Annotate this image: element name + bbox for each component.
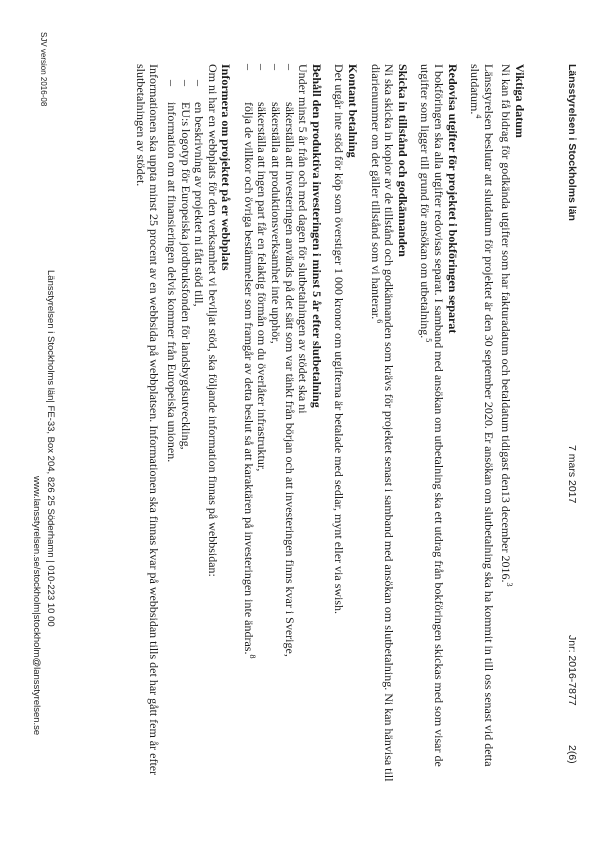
- paragraph-text: Informationen ska uppta minst 25 procent av en webbsida på webbplatsen. Informationen ska finnas kvar på webbsidan tills det har gått fem år efter slutbetalningen av stödet.: [133, 64, 162, 776]
- footnote-ref: 3: [505, 582, 515, 587]
- section-heading: Skicka in tillstånd och godkännanden: [395, 64, 410, 257]
- list-item: [241, 64, 255, 782]
- footnote-ref: 6: [374, 319, 384, 324]
- section-skicka: [368, 64, 409, 782]
- list-item: – en beskrivning av projektet ni fått stöd till,: [192, 80, 206, 782]
- list-item: – information om att finansieringen delvis kommer från Europeiska unionen.: [164, 80, 178, 782]
- section-kontant: [332, 64, 359, 782]
- paragraph: [418, 64, 445, 782]
- list-item-text: följa de villkor och övriga bestämmelser som framgår av detta beslut så att karaktären på investeringen inte ändras.: [241, 102, 256, 655]
- section-heading: Behåll den produktiva investeringen i minst 5 år efter slutbetalning: [309, 64, 324, 408]
- header-date: 7 mars 2017: [566, 445, 578, 504]
- header-reference: Jnr: 2016-7877: [566, 635, 578, 706]
- section-behall: [241, 64, 323, 782]
- paragraph: [368, 64, 395, 782]
- paragraph-text: Under minst 5 år från och med dagen för slutbetalningen av stödet ska ni: [296, 64, 311, 414]
- list-item: – säkerställa att investeringen används på det sätt som var tänkt från början och att investeringen finns kvar i Sverige,: [282, 64, 296, 782]
- footer-web-email: www.lansstyrelsen.se/stockholm|stockholm@lansstyrelsen.se: [31, 476, 42, 736]
- header-page-number: 2(6): [566, 745, 578, 764]
- list-item: – EU:s logotyp för Europeiska jordbruksfonden för landsbygdsutveckling,: [178, 80, 192, 782]
- section-redovisa: [418, 64, 459, 782]
- document-body: [124, 64, 526, 782]
- website-info-list: [164, 80, 205, 782]
- section-heading: Redovisa utgifter för projektet i bokföringen separat: [445, 64, 460, 334]
- paragraph-text: I bokföringen ska alla utgifter redovisas separat. I samband med ansökan om utbetalning ska ett utdrag från bokföringen skickas med som visar de utgifter som ligger till grund för ansökan om utbetalning.: [418, 64, 447, 767]
- footnote-ref: 4: [474, 114, 484, 119]
- footer-version: SJV version 2016-08: [39, 32, 48, 107]
- header-organization: Länsstyrelsen i Stockholms län: [566, 64, 578, 221]
- list-item: – säkerställa att produktionsverksamhet inte upphör,: [269, 64, 283, 782]
- paragraph: [468, 64, 495, 782]
- footer-address: Länsstyrelsen i Stockholms län| FE-33, Box 204, 826 25 Söderhamn | 010-223 10 00: [45, 270, 56, 627]
- list-item: – säkerställa att ingen part får en felaktig förmån om du överlåter infrastruktur,: [255, 64, 269, 782]
- paragraph-text: Ni ska skicka in kopior av de tillstånd och godkännanden som krävs för projektet senast i samband med ansökan om slutbetalning. Ni kan hänvisa till diarienummer om det gäller tillstånd som vi hanterar.: [368, 64, 397, 782]
- paragraph-text: Länsstyrelsen beslutar att slutdatum för projektet är den 30 september 2020. Er ansökan om slutbetalning ska ha kommit in till oss senast vid detta slutdatum.: [468, 64, 496, 767]
- section-heading: Viktiga datum: [513, 64, 527, 138]
- paragraph-text: Om ni har en webbplats för den verksamhet vi beviljat stöd, ska följande information finnas på webbsidan:: [205, 64, 220, 577]
- section-informera: [133, 64, 232, 782]
- paragraph-text: Ni kan få bidrag för godkända utgifter som har fakturadatum och betaldatum tidigast den13 december 2016.: [499, 64, 514, 583]
- section-heading: Informera om projektet på er webbplats: [219, 64, 234, 271]
- footnote-ref: 8: [247, 654, 257, 659]
- paragraph-text: Det utgår inte stöd för köp som överstiger 1 000 kronor om utgifterna är betalade med sedlar, mynt eller via swish.: [332, 64, 347, 615]
- footnote-ref: 5: [424, 338, 434, 343]
- section-viktiga-datum: [468, 64, 526, 782]
- paragraph: [499, 64, 513, 782]
- obligation-list: [241, 64, 295, 782]
- section-heading: Kontant betalning: [346, 64, 361, 158]
